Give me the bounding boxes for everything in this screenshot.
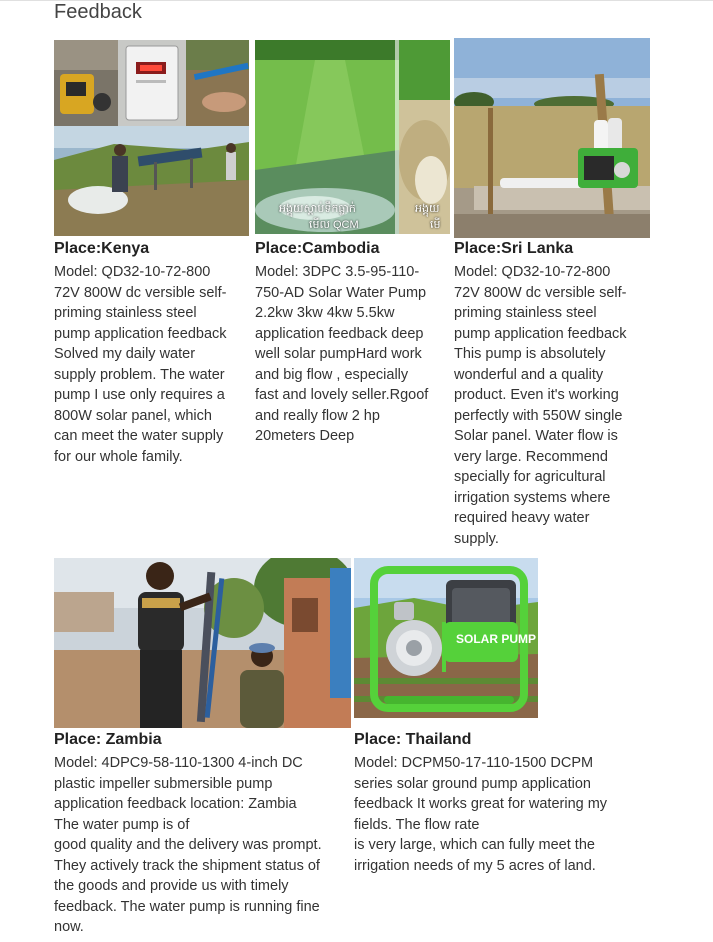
thailand-place: Place: Thailand bbox=[354, 731, 472, 748]
thailand-description: Model: DCPM50-17-110-1500 DCPM series solar ground pump application feedback It works great for watering my fields. The flow rate is very large, which can fully meet the irrigation needs of my 5 acres of land. bbox=[354, 755, 608, 874]
sri-lanka-place: Place:Sri Lanka bbox=[454, 240, 574, 257]
cambodia-overlay-text-2: មើល QCM bbox=[309, 219, 359, 231]
sri-lanka-photo bbox=[454, 38, 650, 238]
cambodia-description: Model: 3DPC 3.5-95-110- 750-AD Solar Water Pump 2.2kw 3kw 4kw 5.5kw application feedback deep well solar pumpHard work and big flow , especially fast and lovely seller.Rgoof and really flow 2 hp 20meters Deep bbox=[255, 264, 429, 444]
cambodia-photo bbox=[255, 40, 450, 234]
section-title: Feedback bbox=[54, 1, 142, 23]
sri-lanka-description: Model: QD32-10-72-800 72V 800W dc versible self- priming stainless steel pump application feedback This pump is absolutely wonderful and a quality product. Even it's working perfectly with 550W single Solar panel. Water flow is very large. Recommend specially for agricultural irrigation systems where required heavy water supply. bbox=[454, 264, 627, 547]
kenya-photo-collage bbox=[54, 40, 249, 236]
cambodia-overlay-text-4: មើ bbox=[430, 219, 441, 231]
kenya-description: Model: QD32-10-72-800 72V 800W dc versible self- priming stainless steel pump application feedback Solved my daily water supply problem. The water pump I use only requires a 800W solar panel, which can meet the water supply for our whole family. bbox=[54, 264, 227, 465]
zambia-photo bbox=[54, 558, 351, 728]
pump-label-text: SOLAR PUMP bbox=[456, 632, 537, 646]
cambodia-overlay-text: អង្គុយស្តាប់ទឹកធ្លាក់ bbox=[279, 203, 356, 215]
kenya-place: Place:Kenya bbox=[54, 240, 150, 257]
zambia-place: Place: Zambia bbox=[54, 731, 162, 748]
cambodia-place: Place:Cambodia bbox=[255, 240, 380, 257]
zambia-description: Model: 4DPC9-58-110-1300 4-inch DC plastic impeller submersible pump application feedback location: Zambia The water pump is of good quality and the delivery was prompt. They actively track the shipment status of the goods and provide us with timely feedback. The water pump is running fine now. bbox=[54, 755, 322, 935]
thailand-photo bbox=[354, 558, 538, 718]
cambodia-overlay-text-3: អង្គុយ bbox=[415, 203, 440, 215]
